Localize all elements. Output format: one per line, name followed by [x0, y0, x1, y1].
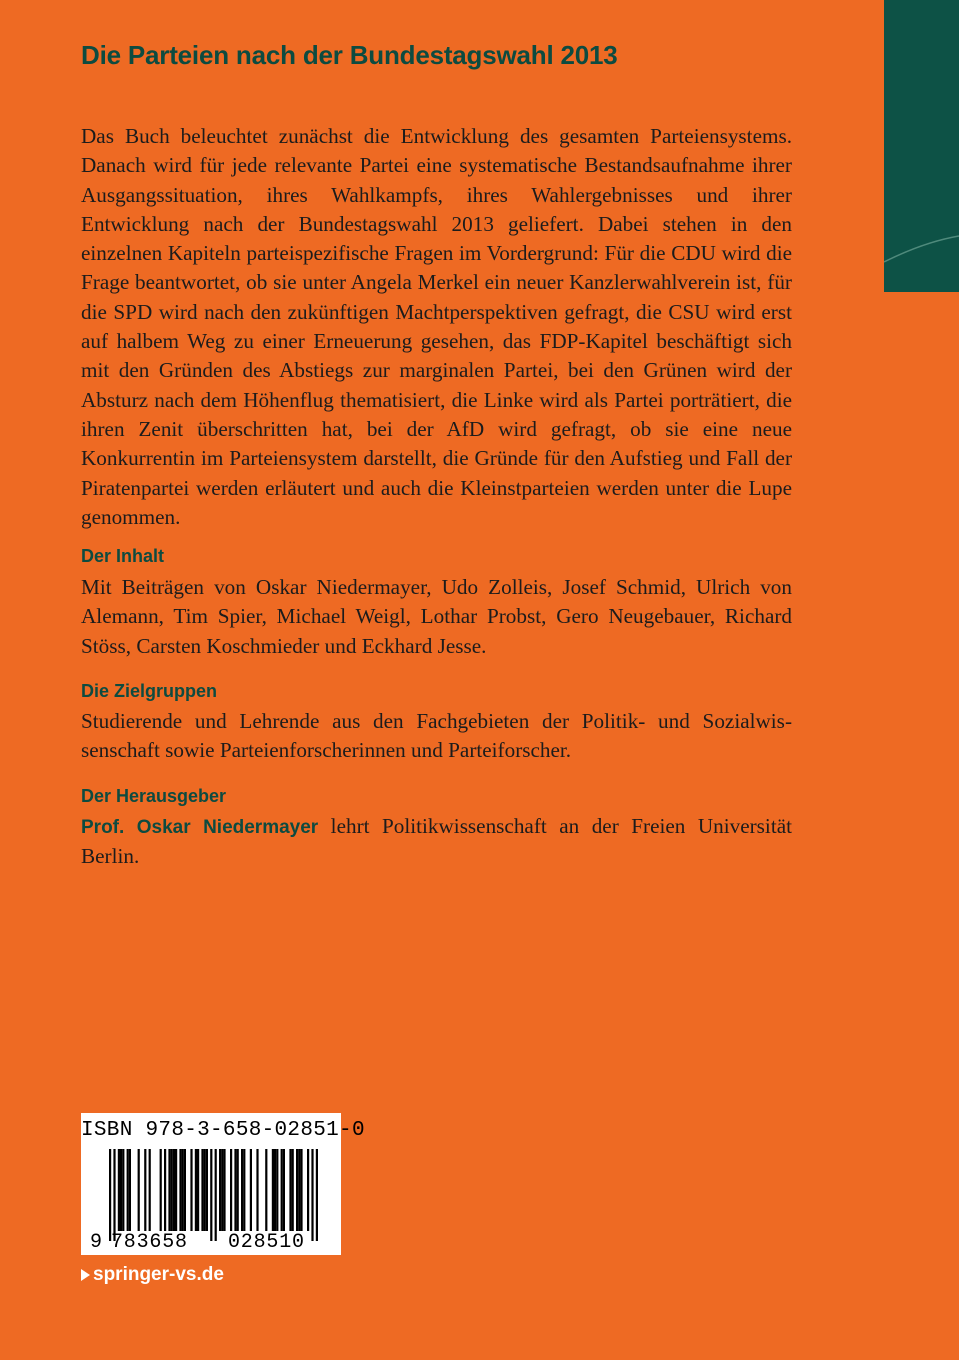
ean-right-group: 028510	[228, 1231, 305, 1254]
barcode-bar	[221, 1149, 223, 1231]
barcode-bar	[184, 1149, 186, 1231]
barcode-bar	[241, 1149, 243, 1231]
barcode-bar	[316, 1149, 318, 1241]
barcode-bar	[120, 1149, 122, 1231]
herausgeber-text	[81, 812, 792, 872]
barcode-bar	[307, 1149, 309, 1231]
barcode-bar	[289, 1149, 291, 1231]
barcode-bar	[300, 1149, 302, 1231]
barcode-bar	[276, 1149, 278, 1231]
barcode-bar	[149, 1149, 151, 1231]
barcode-bar	[274, 1149, 276, 1231]
barcode-bar	[160, 1149, 162, 1231]
heading-herausgeber: Der Herausgeber	[81, 786, 227, 806]
barcode-bar	[179, 1149, 181, 1231]
editor-name: Prof. Oskar Niedermayer	[81, 817, 319, 838]
barcode-bar	[173, 1149, 175, 1231]
barcode-bar	[256, 1149, 258, 1231]
barcode-bar	[206, 1149, 208, 1231]
barcode-bar	[298, 1149, 300, 1231]
barcode-bar	[197, 1149, 199, 1231]
barcode-bar	[265, 1149, 267, 1231]
editor-description: lehrt Politikwissenschaft an der Freien Universität Berlin.	[81, 814, 792, 869]
barcode-bar	[272, 1149, 274, 1231]
description-paragraph: Das Buch beleuchtet zunächst die Entwicklung des gesamten Parteiensystems. Danach wird für jede relevante Partei eine systematische Bestandsaufnahme ihrer Ausgangssituation, ihres Wahlkampfs, ihres Wahlergebnisses und ihrer Entwicklung nach der Bundestagswahl 2013 geliefert. Dabei stehen in den einzelnen Kapiteln parteispezifische Fragen im Vordergrund: Für die CDU wird die Frage beantwortet, ob sie unter Angela Merkel ein neuer Kanzlerwahlverein ist, für die SPD wird nach den zukünftigen Machtperspektiven gefragt, die CSU wird erst auf halbem Weg zu einer Erneuerung gesehen, das FDP-Kapitel beschäftigt sich mit den Gründen des Abstiegs zur marginalen Partei, bei den Grünen wird der Absturz nach dem Höhenflug thematisiert, die Linke wird als Partei porträtiert, die ihren Zenit überschritten hat, bei der AfD wird gefragt, ob sie eine neue Konkurrentin im Parteiensystem darstellt, die Gründe für den Aufstieg und Fall der Piratenpartei werden erläutert und auch die Kleinstparteien werden unter die Lupe genommen.	[81, 124, 792, 529]
barcode-bar	[182, 1149, 184, 1231]
isbn-barcode	[81, 1113, 365, 1255]
barcode-bar	[250, 1149, 252, 1231]
barcode-bar	[195, 1149, 197, 1231]
heading-inhalt: Der Inhalt	[81, 546, 165, 566]
barcode-bar	[168, 1149, 170, 1231]
barcode-bar	[129, 1149, 131, 1231]
inhalt-text: Mit Beiträgen von Oskar Niedermayer, Udo Zolleis, Josef Schmid, Ulrich von Alemann, Tim Spier, Michael Weigl, Lothar Probst, Gero Neugebauer, Richard Stöss, Carsten Koschmieder und Eckhard Jesse.	[81, 575, 792, 658]
website-link: springer-vs.de	[93, 1264, 224, 1285]
barcode-bar	[127, 1149, 129, 1231]
barcode-bar	[281, 1149, 283, 1231]
heading-zielgruppen: Die Zielgruppen	[81, 681, 218, 701]
barcode-bar	[292, 1149, 294, 1231]
publisher-website	[81, 1264, 224, 1286]
barcode-bar	[210, 1149, 212, 1241]
barcode-bar	[144, 1149, 146, 1231]
barcode-bar	[201, 1149, 203, 1231]
isbn-label: ISBN 978-3-658-02851-0	[81, 1119, 365, 1142]
barcode-bar	[243, 1149, 245, 1231]
barcode-bar	[234, 1149, 236, 1231]
barcode-bar	[223, 1149, 225, 1231]
barcode-bar	[122, 1149, 124, 1231]
ean-digits	[81, 1231, 341, 1255]
barcode-bar	[113, 1149, 115, 1241]
arrow-right-icon	[81, 1269, 90, 1281]
barcode-bar	[171, 1149, 173, 1231]
barcode-bar	[190, 1149, 192, 1231]
barcode-bar	[230, 1149, 232, 1231]
barcode-bar	[204, 1149, 206, 1231]
barcode-bar	[138, 1149, 140, 1231]
barcode-bar	[109, 1149, 111, 1241]
barcode-bar	[215, 1149, 217, 1241]
barcode-bar	[311, 1149, 313, 1241]
barcode-bar	[296, 1149, 298, 1231]
barcode-bar	[237, 1149, 239, 1231]
ean-first-digit: 9	[90, 1231, 103, 1254]
ean-left-group: 783658	[111, 1231, 188, 1254]
corner-color-block	[884, 0, 959, 292]
barcode-bar	[118, 1149, 120, 1231]
barcode-bar	[283, 1149, 285, 1231]
barcode-bar	[164, 1149, 166, 1231]
barcode-bar	[175, 1149, 177, 1231]
zielgruppen-text: Studierende und Lehrende aus den Fachgebieten der Politik- und Sozialwissenschaft sowie Parteienforscherinnen und Parteiforscher.	[81, 709, 792, 763]
book-title: Die Parteien nach der Bundestagswahl 2013	[81, 40, 618, 70]
barcode-bar	[219, 1149, 221, 1231]
